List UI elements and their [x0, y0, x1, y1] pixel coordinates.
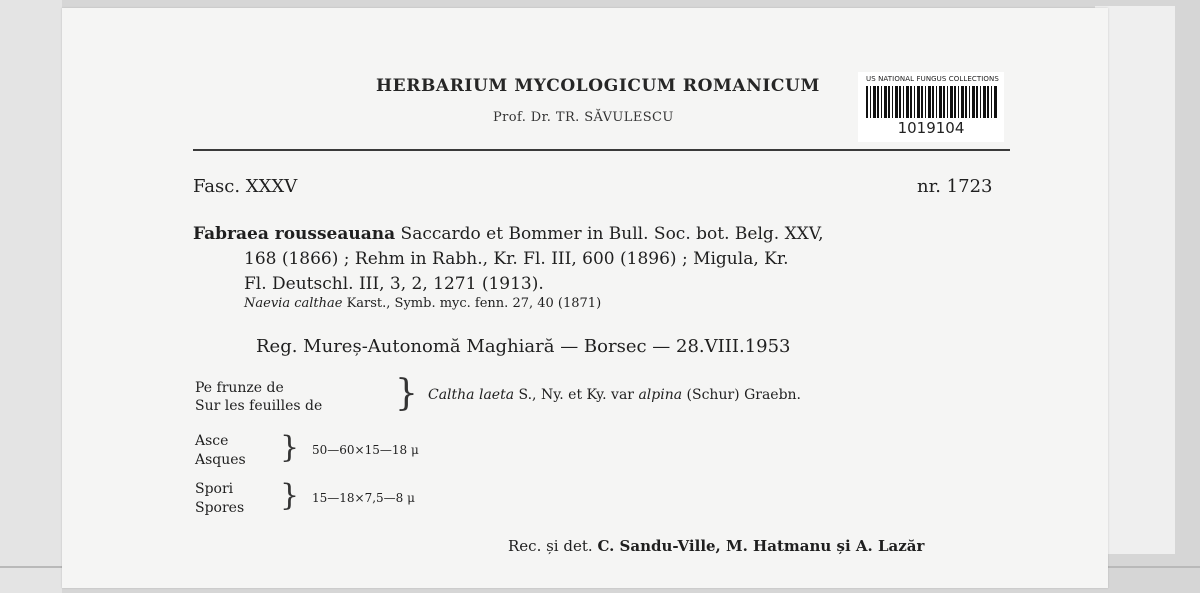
specimen-number: nr. 1723	[917, 176, 993, 197]
host-label-ro: Pe frunze de	[195, 380, 284, 396]
fascicle: Fasc. XXXV	[193, 176, 298, 197]
host-authority: S., Ny. et Ky. var	[518, 387, 634, 403]
collectors-line	[508, 537, 924, 555]
locality: Reg. Mureș-Autonomă Maghiară — Borsec — 28.VIII.1953	[256, 336, 791, 357]
citation-line-1: Saccardo et Bommer in Bull. Soc. bot. Belg. XXV,	[400, 224, 824, 244]
species-name: Fabraea rousseauana	[193, 224, 396, 244]
host-genus-species: Caltha laeta	[428, 387, 515, 403]
spores-label-ro: Spori	[195, 481, 234, 497]
synonym-line	[244, 296, 601, 311]
host-label-fr: Sur les feuilles de	[195, 398, 323, 414]
synonym-citation: Karst., Symb. myc. fenn. 27, 40 (1871)	[346, 296, 602, 311]
asci-label-fr: Asques	[195, 452, 246, 468]
citation-line-2: 168 (1866) ; Rehm in Rabh., Kr. Fl. III, 600 (1896) ; Migula, Kr.	[244, 249, 789, 269]
spores-label-fr: Spores	[195, 500, 245, 516]
species-line	[193, 224, 823, 244]
asci-brace: }	[280, 430, 300, 465]
herbarium-title: HERBARIUM MYCOLOGICUM ROMANICUM	[376, 76, 820, 96]
asci-label-ro: Asce	[195, 433, 229, 449]
citation-line-3: Fl. Deutschl. III, 3, 2, 1271 (1913).	[244, 274, 544, 294]
collectors-names: C. Sandu-Ville, M. Hatmanu și A. Lazăr	[597, 537, 925, 555]
collectors-prefix: Rec. și det.	[508, 537, 593, 555]
barcode-icon	[866, 86, 998, 118]
herbarium-director: Prof. Dr. TR. SĂVULESCU	[493, 110, 674, 125]
barcode-caption: US NATIONAL FUNGUS COLLECTIONS	[866, 75, 999, 83]
header-divider	[193, 149, 1010, 151]
host-variety: alpina	[638, 387, 683, 403]
barcode-label	[858, 72, 1004, 142]
barcode-number: 1019104	[897, 119, 965, 137]
synonym-name: Naevia calthae	[244, 296, 343, 311]
host-plant	[428, 387, 801, 403]
spores-brace: }	[280, 478, 300, 513]
host-variety-authority: (Schur) Graebn.	[686, 387, 801, 403]
spores-measurement: 15—18×7,5—8 μ	[312, 491, 415, 505]
background-left-strip	[0, 0, 62, 593]
host-brace: }	[395, 373, 418, 414]
asci-measurement: 50—60×15—18 μ	[312, 443, 419, 457]
